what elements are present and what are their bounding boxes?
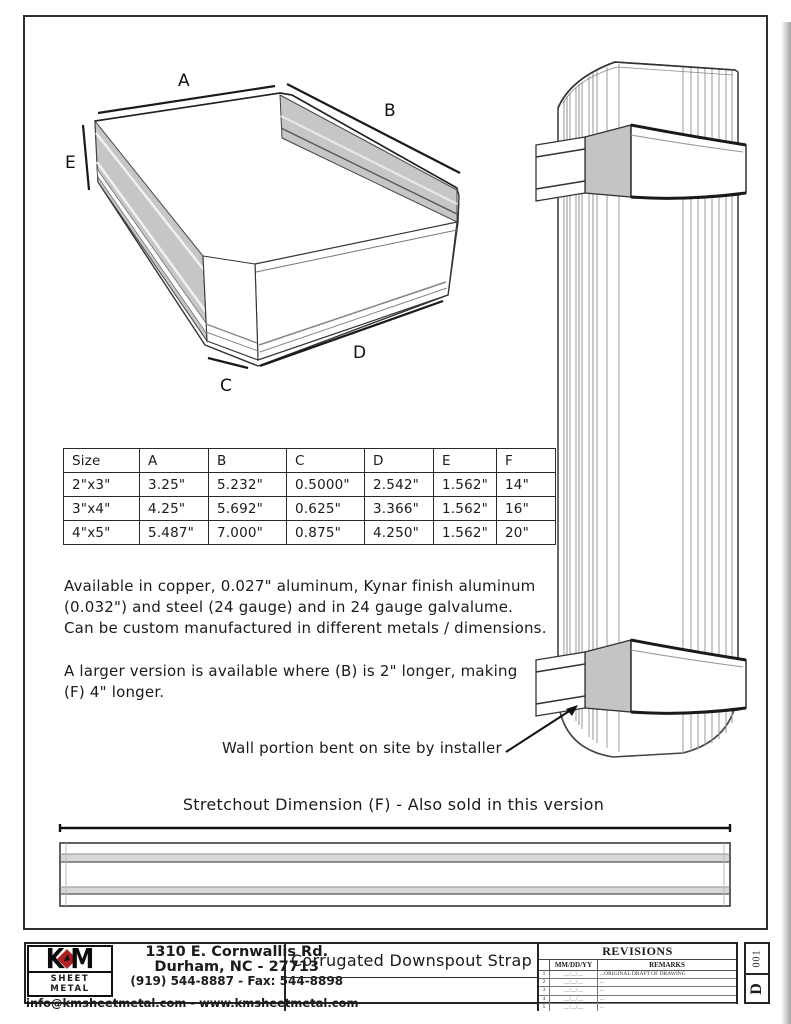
company-web-email: info@kmsheetmetal.com - www.kmsheetmetal.com [26,996,359,1010]
col-header: C [287,449,365,473]
larger-version-line: (F) 4" longer. [64,683,165,701]
revisions-num-col [539,960,550,970]
drawing-title: Corrugated Downspout Strap [286,944,537,978]
cell: 7.000" [209,521,287,545]
sheet-number: 001 [751,949,763,968]
revision-date: __/__/__ [550,987,598,994]
stretchout-heading: Stretchout Dimension (F) - Also sold in this version [182,795,605,814]
company-phone: (919) 544-8887 - Fax: 544-8898 [130,974,344,988]
dim-label-b: B [384,101,396,121]
revisions-table [539,944,736,1011]
sheet-size: D [748,982,765,995]
cell: 4.250" [365,521,434,545]
revision-date: __/__/__ [550,996,598,1003]
revision-num: 1 [539,971,550,978]
cell: 1.562" [434,521,497,545]
cell: 4"x5" [64,521,140,545]
cell: 4.25" [140,497,209,521]
cell: 20" [497,521,556,545]
cell: 0.5000" [287,473,365,497]
cell: 0.625" [287,497,365,521]
revision-row [539,979,736,987]
logo-subtitle: SHEET METAL [29,971,111,995]
sheet-size-box [744,942,770,1004]
materials-note-line: (0.032") and steel (24 gauge) and in 24 gauge galvalume. [64,598,514,616]
company-address-line1: 1310 E. Cornwallis Rd. [145,944,329,960]
cell: 3.25" [140,473,209,497]
col-header: B [209,449,287,473]
materials-note [64,576,584,639]
cell: 5.487" [140,521,209,545]
cell: 3.366" [365,497,434,521]
materials-note-line: Available in copper, 0.027" aluminum, Kynar finish aluminum [64,577,536,595]
revision-remark: ... [600,979,605,986]
revision-num: 5 [539,1004,550,1011]
table-row [64,473,556,497]
km-sheet-metal-logo [27,942,113,997]
table-row [64,521,556,545]
cell: 5.232" [209,473,287,497]
wall-portion-callout: Wall portion bent on site by installer [222,739,502,757]
revision-remark: ... [600,995,605,1002]
drawing-title-cell [286,944,539,1011]
isometric-strap-drawing [40,58,510,403]
size-table [63,448,556,545]
cell: 2"x3" [64,473,140,497]
col-header: E [434,449,497,473]
revision-remark: ...ORIGINAL DRAFT OF DRAWING [600,971,686,977]
logo-letter-k: K [45,942,65,976]
revision-remark: ... [600,987,605,994]
materials-note-line: Can be custom manufactured in different metals / dimensions. [64,619,547,637]
logo-letter-m: M [70,942,95,976]
revisions-title: REVISIONS [539,944,736,960]
revisions-date-col: MM/DD/YY [550,960,598,970]
revisions-header-row [539,960,736,971]
cell: 1.562" [434,473,497,497]
cell: 2.542" [365,473,434,497]
col-header: D [365,449,434,473]
revision-num: 4 [539,996,550,1003]
page-edge-shadow [781,22,791,1024]
cell: 0.875" [287,521,365,545]
dim-label-a: A [178,71,190,91]
revision-num: 3 [539,987,550,994]
callout-leader-arrow [498,696,583,756]
cell: 14" [497,473,556,497]
title-cell-empty-row [286,978,537,1011]
company-address-line2: Durham, NC - 27713 [154,959,320,975]
dim-label-d: D [353,343,367,363]
cell: 5.692" [209,497,287,521]
col-header: A [140,449,209,473]
revision-date: __/__/__ [550,971,598,978]
revisions-remarks-col: REMARKS [649,961,685,969]
revision-date: __/__/__ [550,979,598,986]
col-header: Size [64,449,140,473]
company-block [26,942,359,1011]
cell: 1.562" [434,497,497,521]
revision-date: __/__/__ [550,1004,598,1011]
dim-label-e: E [65,153,76,173]
larger-version-line: A larger version is available where (B) is 2" longer, making [64,662,518,680]
title-block [24,942,738,1010]
cell: 16" [497,497,556,521]
cell: 3"x4" [64,497,140,521]
revision-row [539,987,736,995]
size-table-header-row [64,449,556,473]
revision-num: 2 [539,979,550,986]
revision-row [539,1004,736,1011]
revision-remark: ... [600,1003,605,1010]
stretchout-drawing [50,818,742,913]
revision-row [539,996,736,1004]
revision-row [539,971,736,979]
col-header: F [497,449,556,473]
table-row [64,497,556,521]
dim-label-c: C [220,376,232,396]
